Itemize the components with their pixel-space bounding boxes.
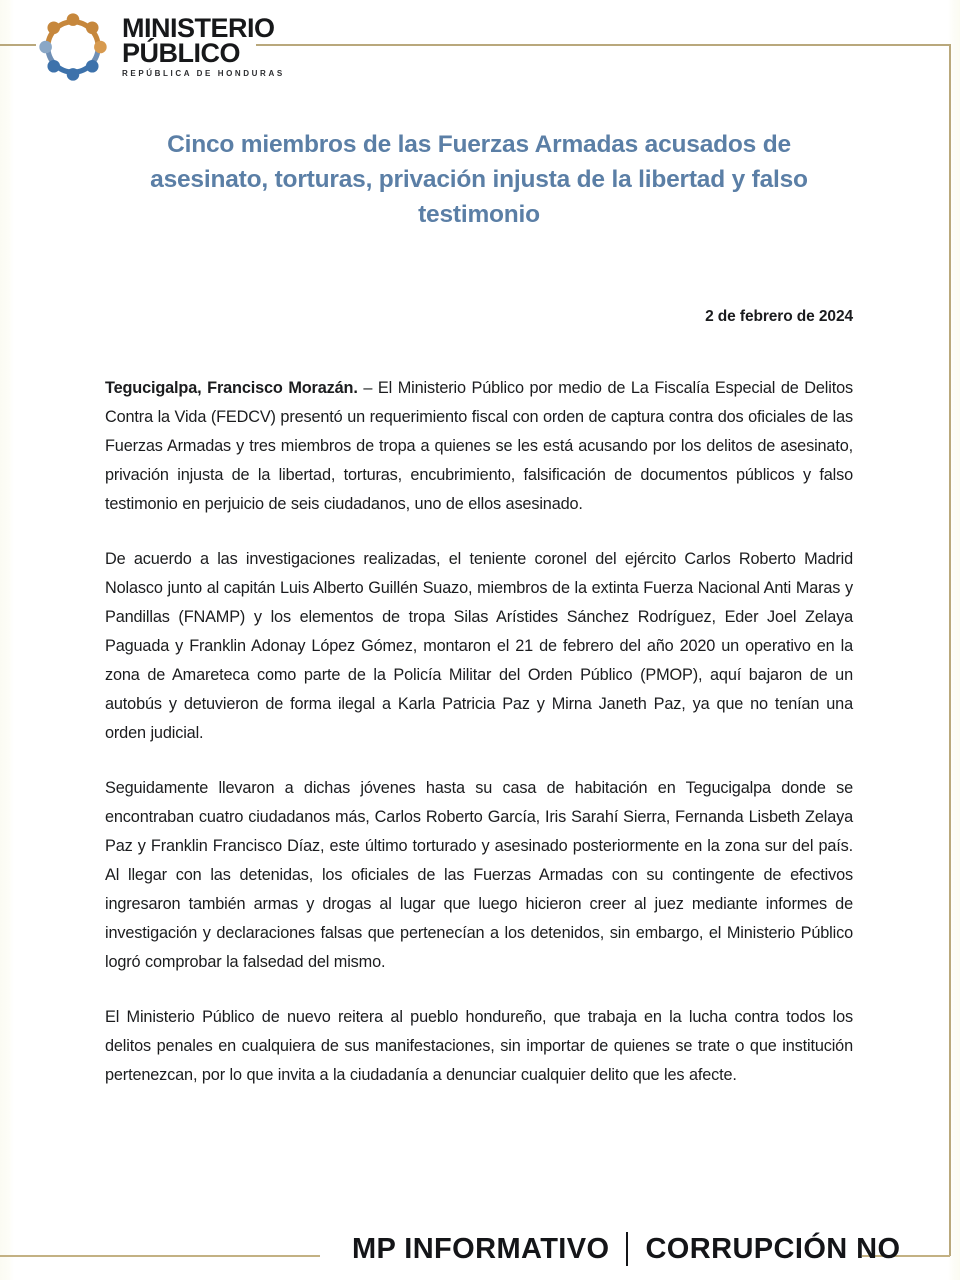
logo-line-publico: PÚBLICO — [122, 38, 240, 69]
footer-slogan-left: MP INFORMATIVO — [352, 1232, 610, 1265]
dateline-place: Tegucigalpa, Francisco Morazán. — [105, 379, 358, 398]
footer-slogan — [352, 1232, 900, 1266]
header-rule-left — [0, 44, 36, 46]
paragraph-1 — [105, 374, 853, 519]
document-header — [0, 0, 960, 110]
publication-date: 2 de febrero de 2024 — [705, 308, 853, 326]
paragraph-2: De acuerdo a las investigaciones realizadas, el teniente coronel del ejército Carlos Roberto Madrid Nolasco junto al capitán Luis Alberto Guillén Suazo, miembros de la extinta Fuerza Nacional Anti Maras y Pandillas (FNAMP) y los elementos de tropa Silas Arístides Sánchez Rodríguez, Eder Joel Zelaya Paguada y Franklin Adonay López Gómez, montaron el 21 de febrero del año 2020 un operativo en la zona de Amareteca como parte de la Policía Militar del Orden Público (PMOP), aquí bajaron de un autobús y detuvieron de forma ilegal a Karla Patricia Paz y Mirna Janeth Paz, ya que no tenían una orden judicial. — [105, 550, 853, 743]
page-edge-band-left — [0, 0, 14, 1280]
paragraph-4: El Ministerio Público de nuevo reitera al pueblo hondureño, que trabaja en la lucha contra todos los delitos penales en cualquiera de sus manifestaciones, sin importar de quienes se trate o que institución pertenezcan, por lo que invita a la ciudadanía a denunciar cualquier delito que les afecte. — [105, 1008, 853, 1085]
paragraph-1-text: – El Ministerio Público por medio de La Fiscalía Especial de Delitos Contra la Vida (FEDCV) presentó un requerimiento fiscal con orden de captura contra dos oficiales de las Fuerzas Armadas y tres miembros de tropa a quienes se les está acusando por los delitos de asesinato, privación injusta de la libertad, torturas, encubrimiento, falsificación de documentos públicos y falso testimonio en perjuicio de seis ciudadanos, uno de ellos asesinado. — [105, 379, 853, 514]
document-footer — [0, 1218, 960, 1280]
document-body — [105, 128, 853, 1090]
frame-vertical-rule — [949, 45, 951, 1256]
logo-line-ministerio: MINISTERIO — [122, 13, 275, 44]
header-rule-right — [256, 44, 951, 46]
page-title: Cinco miembros de las Fuerzas Armadas acusados de asesinato, torturas, privación injusta de la libertad y falso testimonio — [150, 131, 808, 228]
article-text — [105, 374, 853, 1090]
logo-wordmark — [122, 13, 285, 79]
paragraph-3: Seguidamente llevaron a dichas jóvenes hasta su casa de habitación en Tegucigalpa donde se encontraban cuatro ciudadanos más, Carlos Roberto García, Iris Sarahí Sierra, Fernanda Lisbeth Zelaya Paz y Franklin Francisco Díaz, este último torturado y asesinado posteriormente en la zona sur del país. Al llegar con las detenidas, los oficiales de las Fuerzas Armadas con su contingente de efectivos ingresaron también armas y drogas al lugar que luego hicieron creer al juez mediante informes de investigación y declaraciones falsas que pertenecían a los detenidos, sin embargo, el Ministerio Público logró comprobar la falsedad del mismo. — [105, 779, 853, 972]
logo-subtitle-republica: REPÚBLICA DE HONDURAS — [122, 69, 285, 79]
footer-slogan-divider — [626, 1232, 628, 1266]
footer-rule-left — [0, 1255, 320, 1257]
footer-slogan-right: CORRUPCIÓN NO — [645, 1232, 901, 1265]
circle-of-people-logo-icon — [36, 10, 110, 84]
institution-logo — [36, 10, 285, 84]
